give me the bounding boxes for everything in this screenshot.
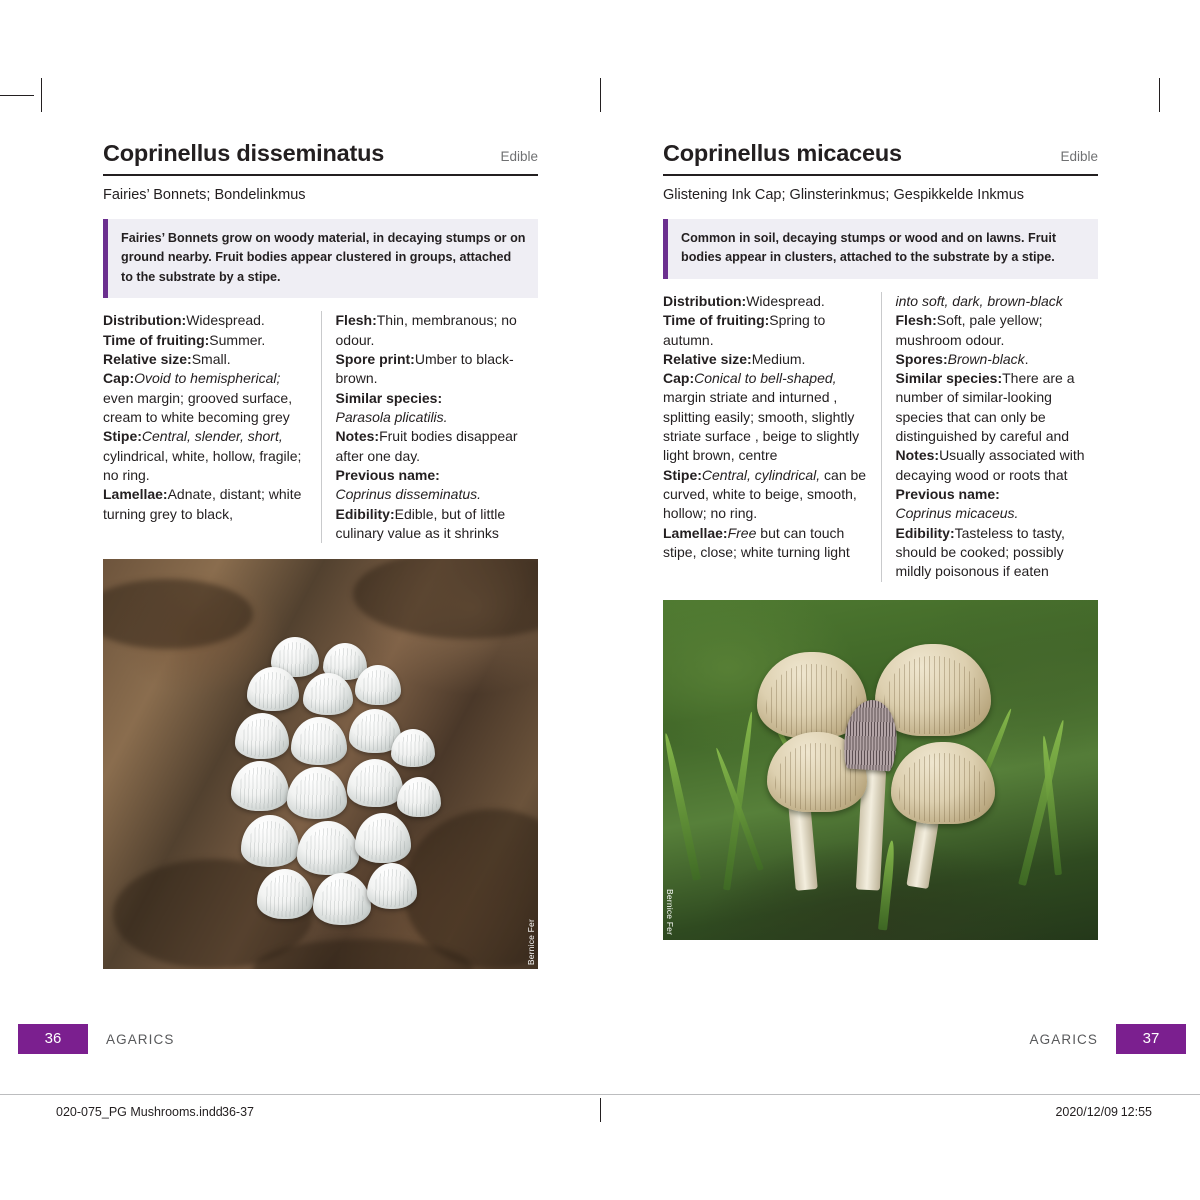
- slug-pages: 36-37: [222, 1105, 254, 1119]
- fact-label: Relative size:: [663, 350, 752, 367]
- common-names: Glistening Ink Cap; Glinsterinkmus; Gespikkelde Inkmus: [663, 187, 1025, 203]
- crop-mark: [0, 95, 34, 96]
- fact-value-italic: Parasola plicatilis.: [335, 408, 448, 425]
- fact-label: Notes:: [895, 447, 940, 464]
- mushroom-cluster: [231, 637, 441, 927]
- fact-value: Small.: [191, 351, 231, 368]
- fact-cap-continued: [896, 292, 1099, 311]
- fact-value: even margin; grooved surface, cream to white becoming grey: [103, 389, 293, 425]
- fact-time-of-fruiting: [103, 331, 307, 350]
- fact-value: .: [1024, 350, 1029, 367]
- fact-value: Spring to autumn.: [663, 312, 826, 348]
- fact-spore-print: [336, 350, 539, 389]
- print-slug: [0, 1094, 1200, 1119]
- fact-label: Edibility:: [895, 524, 955, 541]
- fact-label: Flesh:: [335, 312, 377, 329]
- fact-distribution: [103, 311, 307, 330]
- fact-value: Adnate, distant; white turning grey to black,: [103, 486, 302, 522]
- fact-value: Fruit bodies disappear after one day.: [335, 428, 518, 464]
- intro-callout: Common in soil, decaying stumps or wood and on lawns. Fruit bodies appear in clusters, attached to the substrate by a stipe.: [663, 219, 1098, 279]
- fact-label: Cap:: [103, 370, 135, 387]
- fact-label: Time of fruiting:: [103, 331, 210, 348]
- fact-label: Lamellae:: [663, 524, 728, 541]
- fact-column-2: [321, 311, 539, 543]
- fact-relative-size: [663, 350, 867, 369]
- fact-label: Edibility:: [335, 505, 395, 522]
- fact-value: Umber to black-brown.: [335, 351, 514, 387]
- fact-value-italic: Coprinus disseminatus.: [335, 486, 482, 503]
- right-page: [663, 140, 1098, 940]
- fact-label: Stipe:: [103, 428, 142, 445]
- fact-value: but can touch stipe, close; white turning light: [663, 524, 850, 560]
- fact-flesh: [896, 311, 1099, 350]
- species-name: Coprinellus micaceus: [663, 140, 902, 166]
- crop-mark: [41, 78, 42, 112]
- fact-stipe: [103, 427, 307, 485]
- fact-similar-species: [896, 369, 1099, 446]
- species-photo-left: [103, 559, 538, 969]
- fact-value-italic: Central, cylindrical,: [701, 466, 821, 483]
- folio-left: [18, 1024, 174, 1054]
- crop-mark: [1159, 78, 1160, 112]
- edibility-tag: Edible: [1060, 149, 1098, 164]
- fact-label: Time of fruiting:: [663, 312, 770, 329]
- fact-label: Similar species:: [335, 389, 443, 406]
- common-names: Fairies’ Bonnets; Bondelinkmus: [103, 187, 306, 203]
- fact-value: Usually associated with decaying wood or roots that: [895, 447, 1085, 483]
- fact-label: Relative size:: [103, 351, 192, 368]
- photo-credit: Bernice Fer: [526, 919, 536, 966]
- fact-time-of-fruiting: [663, 311, 867, 350]
- fact-value-italic: Conical to bell-shaped,: [694, 370, 837, 387]
- fact-column-1: [663, 292, 881, 582]
- fact-value: Summer.: [209, 331, 266, 348]
- fact-previous-name: [896, 485, 1099, 524]
- fact-spores: [896, 350, 1099, 369]
- fact-value: cylindrical, white, hollow, fragile; no ring.: [103, 447, 302, 483]
- fact-value: Widespread.: [746, 292, 825, 309]
- page-number: 37: [1116, 1024, 1186, 1054]
- intro-callout: Fairies’ Bonnets grow on woody material, in decaying stumps or on ground nearby. Fruit bodies appear clustered in groups, attached to the substrate by a stipe.: [103, 219, 538, 299]
- species-header-left: [103, 140, 538, 176]
- fact-label: Previous name:: [335, 466, 440, 483]
- fact-stipe: [663, 466, 867, 524]
- left-page: [103, 140, 538, 969]
- photo-credit: Bernice Fer: [665, 889, 675, 936]
- fact-label: Spore print:: [335, 351, 415, 368]
- fact-column-2: [881, 292, 1099, 582]
- fact-distribution: [663, 292, 867, 311]
- fact-label: Notes:: [335, 428, 380, 445]
- crop-mark: [600, 78, 601, 112]
- fact-value: can be curved, white to beige, smooth, hollow; no ring.: [663, 466, 867, 522]
- edibility-tag: Edible: [500, 149, 538, 164]
- page-number: 36: [18, 1024, 88, 1054]
- species-name: Coprinellus disseminatus: [103, 140, 385, 166]
- fact-notes: [336, 427, 539, 466]
- fact-value: Thin, membranous; no odour.: [335, 312, 517, 348]
- fact-lamellae: [103, 485, 307, 524]
- fact-column-1: [103, 311, 321, 543]
- fact-value: There are a number of similar-looking species that can only be distinguished by careful and: [895, 370, 1075, 445]
- fact-label: Spores:: [895, 350, 948, 367]
- species-header-right: [663, 140, 1098, 176]
- fact-edibility: [896, 524, 1099, 582]
- fact-value-italic: Central, slender, short,: [141, 428, 283, 445]
- section-label: AGARICS: [1029, 1031, 1098, 1047]
- fact-value-italic: Brown-black: [947, 350, 1025, 367]
- fact-value-italic: into soft, dark, brown-black: [895, 292, 1063, 309]
- species-photo-right: [663, 600, 1098, 940]
- fact-value-italic: Ovoid to hemispherical;: [134, 370, 281, 387]
- fact-label: Stipe:: [663, 466, 702, 483]
- fact-cap: [103, 369, 307, 427]
- slug-filename: 020-075_PG Mushrooms.indd: [56, 1105, 223, 1119]
- fact-value: Tasteless to tasty, should be cooked; possibly mildly poisonous if eaten: [895, 524, 1065, 580]
- fact-flesh: [336, 311, 539, 350]
- slug-time: 12:55: [1120, 1105, 1152, 1119]
- fact-lamellae: [663, 524, 867, 563]
- fact-label: Previous name:: [895, 486, 1000, 502]
- slug-date: 2020/12/09: [1055, 1105, 1118, 1119]
- fact-relative-size: [103, 350, 307, 369]
- fact-value: Widespread.: [186, 312, 265, 329]
- section-label: AGARICS: [106, 1031, 175, 1047]
- fact-value: Medium.: [751, 350, 806, 367]
- fact-value-italic: Free: [727, 524, 757, 541]
- fact-label: Distribution:: [103, 312, 187, 329]
- fact-label: Cap:: [663, 370, 695, 387]
- fact-edibility: [336, 505, 539, 544]
- folio-right: [1030, 1024, 1186, 1054]
- fact-cap: [663, 369, 867, 466]
- fact-label: Distribution:: [663, 292, 747, 309]
- fact-value-italic: Coprinus micaceus.: [895, 505, 1019, 522]
- fact-value: Soft, pale yellow; mushroom odour.: [895, 312, 1043, 348]
- fact-label: Lamellae:: [103, 486, 168, 503]
- fact-previous-name: [336, 466, 539, 505]
- fact-value: margin striate and inturned , splitting easily; smooth, slightly striate surface , beige to slightly light brown, centre: [663, 389, 860, 464]
- fact-label: Similar species:: [895, 370, 1003, 387]
- fact-columns-right: [663, 292, 1098, 582]
- fact-notes: [896, 446, 1099, 485]
- fact-similar-species: [336, 389, 539, 428]
- fact-columns-left: [103, 311, 538, 543]
- fact-label: Flesh:: [895, 312, 937, 329]
- fact-value: Edible, but of little culinary value as it shrinks: [335, 505, 506, 541]
